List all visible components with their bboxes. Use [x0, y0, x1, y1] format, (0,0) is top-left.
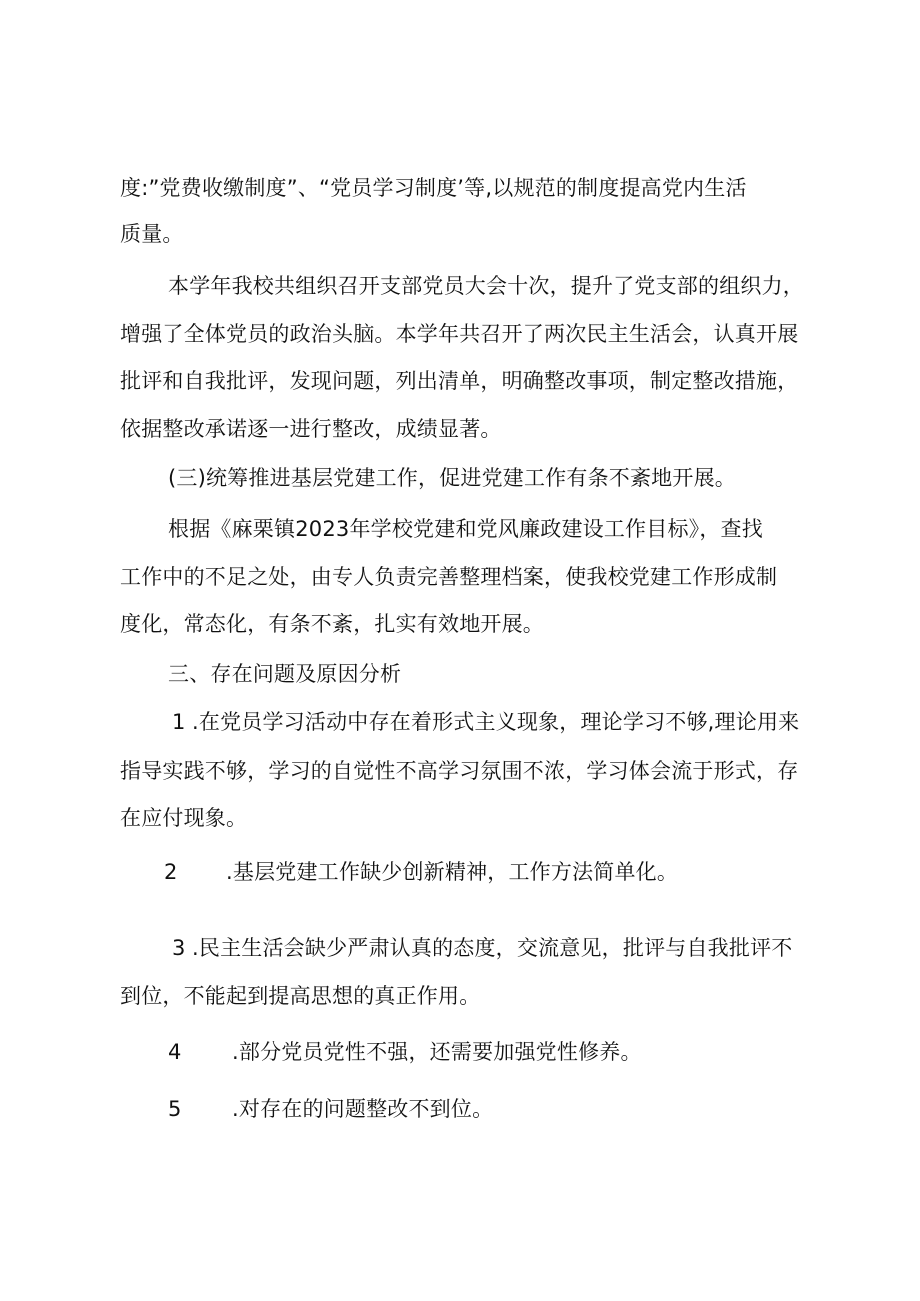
- list-item-line: 在应付现象。: [120, 806, 248, 830]
- paragraph-line: 工作中的不足之处，由专人负责完善整理档案，使我校党建工作形成制: [120, 565, 778, 589]
- paragraph-line: 增强了全体党员的政治头脑。本学年共召开了两次民主生活会，认真开展: [120, 322, 799, 346]
- paragraph-line: 批评和自我批评，发现问题，列出清单，明确整改事项，制定整改措施，: [120, 369, 799, 393]
- list-item-line: .在党员学习活动中存在着形式主义现象，理论学习不够,理论用来: [192, 710, 800, 734]
- list-item-number: 2: [164, 860, 178, 884]
- list-item-line: .部分党员党性不强，还需要加强党性修养。: [232, 1040, 642, 1064]
- subsection-heading: (三)统筹推进基层党建工作，促进党建工作有条不紊地开展。: [168, 466, 736, 490]
- list-item-line: .基层党建工作缺少创新精神，工作方法简单化。: [226, 860, 679, 884]
- list-item-number: 5: [168, 1097, 182, 1121]
- list-item-number: 3: [172, 936, 186, 960]
- paragraph-line: 度:”党费收缴制度”、“党员学习制度’等,以规范的制度提高党内生活: [120, 176, 747, 200]
- list-item-line: .对存在的问题整改不到位。: [232, 1097, 494, 1121]
- paragraph-line: 度化，常态化，有条不紊，扎实有效地开展。: [120, 612, 544, 636]
- list-item-line: 指导实践不够，学习的自觉性不高学习氛围不浓，学习体会流于形式，存: [120, 759, 799, 783]
- paragraph-line: 本学年我校共组织召开支部党员大会十次，提升了党支部的组织力，: [168, 274, 804, 298]
- list-item-number: 4: [168, 1040, 182, 1064]
- section-heading: 三、存在问题及原因分析: [168, 662, 402, 686]
- paragraph-line: 依据整改承诺逐一进行整改，成绩显著。: [120, 417, 502, 441]
- paragraph-line: 根据《麻栗镇2023年学校党建和党风廉政建设工作目标》，查找: [168, 517, 763, 541]
- list-item-line: 到位，不能起到提高思想的真正作用。: [120, 984, 481, 1008]
- paragraph-line: 质量。: [120, 222, 184, 246]
- list-item-number: 1: [172, 710, 186, 734]
- list-item-line: .民主生活会缺少严肃认真的态度，交流意见，批评与自我批评不: [192, 936, 793, 960]
